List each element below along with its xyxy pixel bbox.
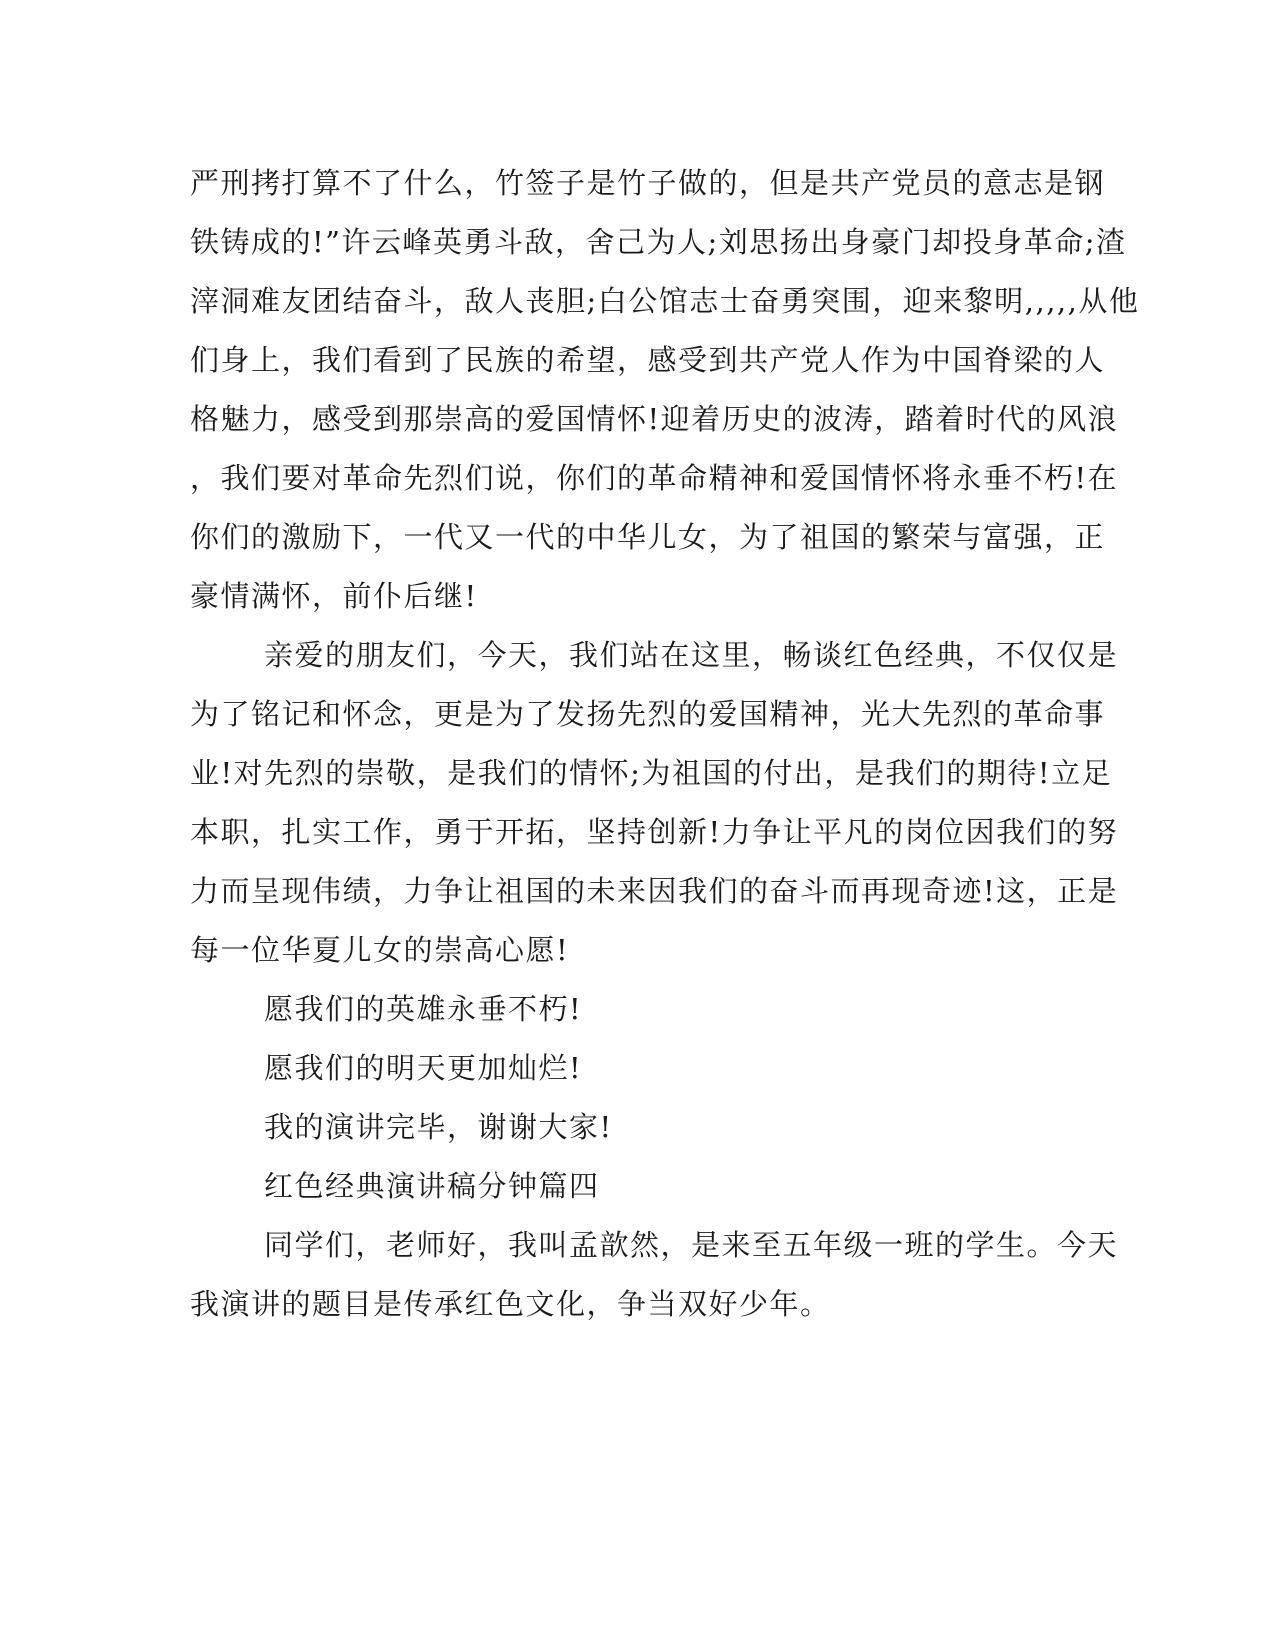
text-line: 们身上，我们看到了民族的希望，感受到共产党人作为中国脊梁的人: [190, 343, 1106, 377]
text-line: 本职，扎实工作，勇于开拓，坚持创新!力争让平凡的岗位因我们的努: [190, 815, 1119, 849]
text-line: 我演讲的题目是传承红色文化，争当双好少年。: [190, 1287, 831, 1321]
text-line: 力而呈现伟绩，力争让祖国的未来因我们的奋斗而再现奇迹!这，正是: [190, 874, 1119, 908]
closing-line: 愿我们的明天更加灿烂!: [264, 1051, 583, 1085]
text-line: 每一位华夏儿女的崇高心愿!: [190, 933, 570, 967]
paragraph-start-line: 亲爱的朋友们，今天，我们站在这里，畅谈红色经典，不仅仅是: [264, 638, 1119, 672]
text-line: 滓洞难友团结奋斗，敌人丧胆;白公馆志士奋勇突围，迎来黎明,,,,,从他: [190, 284, 1140, 318]
text-line: ，我们要对革命先烈们说，你们的革命精神和爱国情怀将永垂不朽!在: [190, 461, 1119, 495]
text-line: 铁铸成的!”许云峰英勇斗敌，舍己为人;刘思扬出身豪门却投身革命;渣: [190, 225, 1127, 259]
text-line: 严刑拷打算不了什么，竹签子是竹子做的，但是共产党员的意志是钢: [190, 166, 1106, 200]
text-line: 为了铭记和怀念，更是为了发扬先烈的爱国精神，光大先烈的革命事: [190, 697, 1106, 731]
text-line: 格魅力，感受到那崇高的爱国情怀!迎着历史的波涛，踏着时代的风浪: [190, 402, 1119, 436]
text-line: 你们的激励下，一代又一代的中华儿女，为了祖国的繁荣与富强，正: [190, 520, 1106, 554]
section-heading: 红色经典演讲稿分钟篇四: [264, 1169, 600, 1203]
paragraph-start-line: 同学们，老师好，我叫孟歆然，是来至五年级一班的学生。今天: [264, 1228, 1119, 1262]
closing-line: 我的演讲完毕，谢谢大家!: [264, 1110, 613, 1144]
text-line: 业!对先烈的崇敬，是我们的情怀;为祖国的付出，是我们的期待!立足: [190, 756, 1113, 790]
closing-line: 愿我们的英雄永垂不朽!: [264, 992, 583, 1026]
text-line: 豪情满怀，前仆后继!: [190, 579, 478, 613]
